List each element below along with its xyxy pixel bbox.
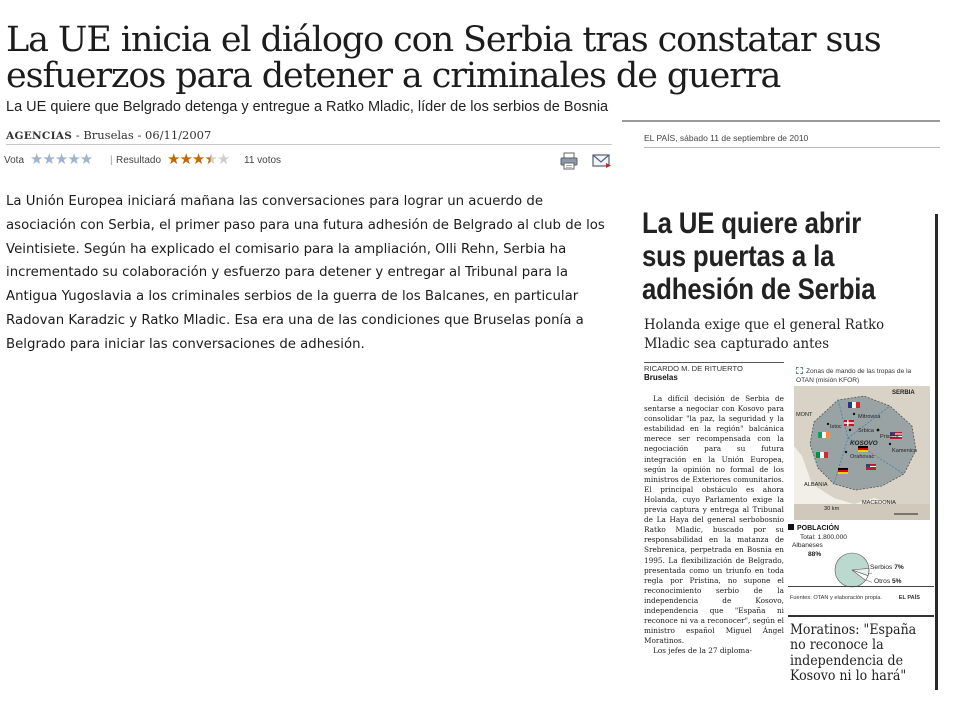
rating-star-icon: ★ [191, 151, 205, 168]
map-label-scale: 30 km [824, 506, 840, 512]
map-label-kosovo: KOSOVO [850, 440, 878, 447]
sources-line [790, 595, 930, 601]
flag-usa-2 [866, 464, 876, 470]
clipping-body-tail: Los jefes de la 27 diploma- [653, 646, 753, 656]
article-byline [6, 128, 211, 142]
map-graphic [794, 386, 930, 520]
clipping-body-column [644, 394, 784, 690]
article-headline: La UE inicia el diálogo con Serbia tras constatar sus esfuerzos para detener a criminales de guerra [6, 20, 881, 96]
map-label-montenegro: MONT [796, 412, 813, 418]
byline-agency: AGENCIAS [6, 130, 73, 142]
map-label-kamenica: Kamenica [892, 448, 917, 454]
map-label-macedonia: MACEDONIA [862, 500, 896, 506]
population-serbs-value: 7% [894, 564, 904, 571]
article-body: La Unión Europea iniciará mañana las conversaciones para lograr un acuerdo de asociación con Serbia, el primer paso para una futura adhesión de Belgrado al club de los Veintisiete. Según ha explicado el comisario para la ampliación, Olli Rehn, Serbia ha incrementado su colaboración y esfuerzo para detener y entregar al Tribunal para la Antigua Yugoslavia a los criminales serbios de la guerra de los Balcanes, en particular Radovan Karadzic y Ratko Mladic. Esa era una de las condiciones que Bruselas ponía a Belgrado para iniciar las conversaciones de adhesión. [6, 194, 605, 352]
population-title [788, 524, 839, 532]
population-albanians-value: 88% [808, 551, 822, 558]
newspaper-clipping [622, 120, 940, 690]
vote-separator: | [110, 155, 113, 166]
rating-star-icon: ★ [216, 151, 230, 168]
population-others-label: Otros [874, 578, 891, 585]
byline-location-date: - Bruselas - 06/11/2007 [72, 128, 212, 142]
population-serbs [870, 564, 904, 571]
map-label-istok: Istoc [830, 424, 842, 430]
map-south-strip [794, 504, 930, 520]
population-albanians-label: Albaneses [792, 542, 823, 549]
population-total: Total: 1.800.000 [800, 534, 847, 541]
sources-brand: EL PAÍS [898, 595, 920, 601]
clipping-top-rule [622, 120, 940, 122]
clipping-body-paragraph: La difícil decisión de Serbia de sentarse a negociar con Kosovo para consolidar "la paz, la seguridad y la estabilidad en la región" balcánica merece ser recompensada con la negociación para su futura integración en la Unión Europea, según la opinión no formal de los ministros de Exteriores comunitarios. El principal obstáculo es ahora Holanda, cuyo Parlamento exige la previa captura y entrega al Tribunal de La Haya del general serbobosnio Ratko Mladic, buscado por su responsabilidad en la matanza de Srebrenica, perpetrada en Bosnia en 1995. La flexibilización de Belgrado, presentada como un triunfo en toda regla por Pristina, no supone el reconocimiento serbio de la independencia de Kosovo, independencia que "España ni reconoce ni va a reconocer", según el ministro español Miguel Ángel Moratinos. [644, 394, 784, 646]
sources-text: Fuentes: OTAN y elaboración propia. [790, 595, 882, 601]
flag-germany [858, 446, 868, 452]
map-label-mitrovica: Mitrovica [858, 414, 881, 420]
population-others-value: 5% [891, 578, 902, 585]
flag-france [848, 402, 860, 408]
population-others [874, 578, 902, 585]
result-label: Resultado [116, 155, 162, 166]
rating-star-icon: ★ [179, 151, 192, 168]
clipping-byline [644, 364, 784, 382]
map-label-srbica: Srbica [858, 428, 874, 434]
population-pie [832, 550, 872, 590]
map-legend [796, 367, 930, 385]
result-rating-stars [167, 151, 229, 169]
side-story-headline: Moratinos: "España no reconoce la independencia de Kosovo ni lo hará" [790, 622, 917, 684]
clipping-author: RICARDO M. DE RITUERTO [644, 364, 743, 373]
vote-bar [4, 152, 612, 172]
population-serbs-label: Serbios [870, 564, 893, 571]
population-box [788, 524, 934, 604]
map-label-albania: ALBANIA [804, 482, 828, 488]
vote-stars-input[interactable]: ★★★★★ [30, 151, 93, 168]
side-story-rule [788, 615, 934, 617]
clipping-headline: La UE quiere abrir sus puertas a la adhesión de Serbia [642, 207, 876, 306]
clipping-byline-rule [644, 362, 784, 363]
clipping-dateline: EL PAÍS, sábado 11 de septiembre de 2010 [644, 133, 809, 143]
map-label-orahovac: Orahovac [850, 454, 875, 460]
rating-star-icon: ★ [167, 151, 180, 168]
mail-icon[interactable] [592, 153, 612, 169]
rating-star-icon: ★ [204, 151, 217, 168]
clipping-dateline-rule [644, 147, 940, 148]
flag-denmark [844, 420, 854, 426]
population-title-text: POBLACIÓN [797, 525, 839, 532]
flag-italy [816, 452, 828, 458]
map-legend-text: Zonas de mando de las tropas de la OTAN (misión KFOR) [796, 368, 912, 384]
map-label-pristina: Pristina [880, 434, 899, 440]
print-icon[interactable] [560, 152, 578, 170]
votes-count: 11 votos [244, 155, 282, 166]
pie-leader-others [866, 580, 872, 584]
vote-label: Vota [4, 155, 25, 166]
clipping-subheadline: Holanda exige que el general Ratko Mladic sea capturado antes [644, 317, 885, 352]
clipping-side-bar [935, 214, 938, 690]
flag-germany-2 [838, 468, 848, 474]
article-subheadline: La UE quiere que Belgrado detenga y entregue a Ratko Mladic, líder de los serbios de Bosnia [6, 99, 609, 115]
population-square-icon [788, 524, 794, 530]
clipping-place: Bruselas [644, 373, 678, 382]
map-label-serbia: SERBIA [892, 390, 915, 396]
kfor-zone-swatch [796, 367, 803, 374]
sources-rule [788, 586, 934, 587]
flag-usa [890, 432, 902, 439]
flag-ireland [818, 432, 830, 438]
byline-divider [6, 144, 612, 145]
